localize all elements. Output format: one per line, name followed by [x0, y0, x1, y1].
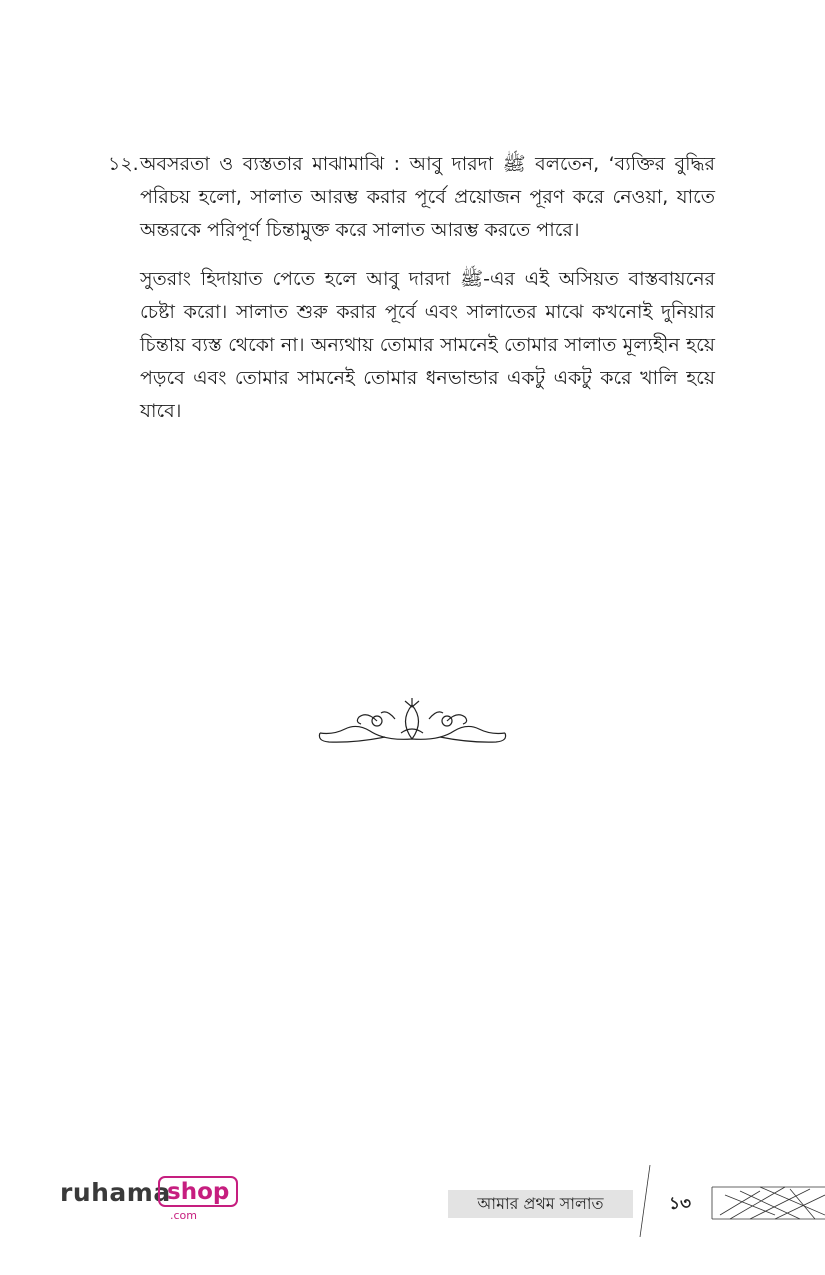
- logo-domain: .com: [170, 1209, 197, 1222]
- flourish-divider-icon: [315, 695, 510, 750]
- footer-lines-icon: [610, 1165, 825, 1240]
- logo-word-ruhama: ruhama: [60, 1178, 171, 1207]
- paragraph-12-text: অবসরতা ও ব্যস্ততার মাঝামাঝি : আবু দারদা ﷺ বলতেন, ‘ব্যক্তির বুদ্ধির পরিচয় হলো, সালাত আরম্ভ করার পূর্বে প্রয়োজন পূরণ করে নেওয়া, যাতে অন্তরকে পরিপূর্ণ চিন্তামুক্ত করে সালাত আরম্ভ করতে পারে।: [140, 153, 715, 241]
- paragraph-followup: [140, 263, 715, 428]
- item-number: ১২.: [108, 153, 139, 175]
- page-number: ১৩: [668, 1194, 692, 1214]
- logo-word-shop: shop: [158, 1176, 238, 1207]
- paragraph-followup-text: সুতরাং হিদায়াত পেতে হলে আবু দারদা ﷺ-এর এই অসিয়ত বাস্তবায়নের চেষ্টা করো। সালাত শুরু করার পূর্বে এবং সালাতের মাঝে কখনোই দুনিয়ার চিন্তায় ব্যস্ত থেকো না। অন্যথায় তোমার সামনেই তোমার সালাত মূল্যহীন হয়ে পড়বে এবং তোমার সামনেই তোমার ধনভান্ডার একটু একটু করে খালি হয়ে যাবে।: [140, 268, 715, 422]
- paragraph-12: [108, 148, 715, 247]
- footer-book-title: আমার প্রথম সালাত: [477, 1194, 604, 1213]
